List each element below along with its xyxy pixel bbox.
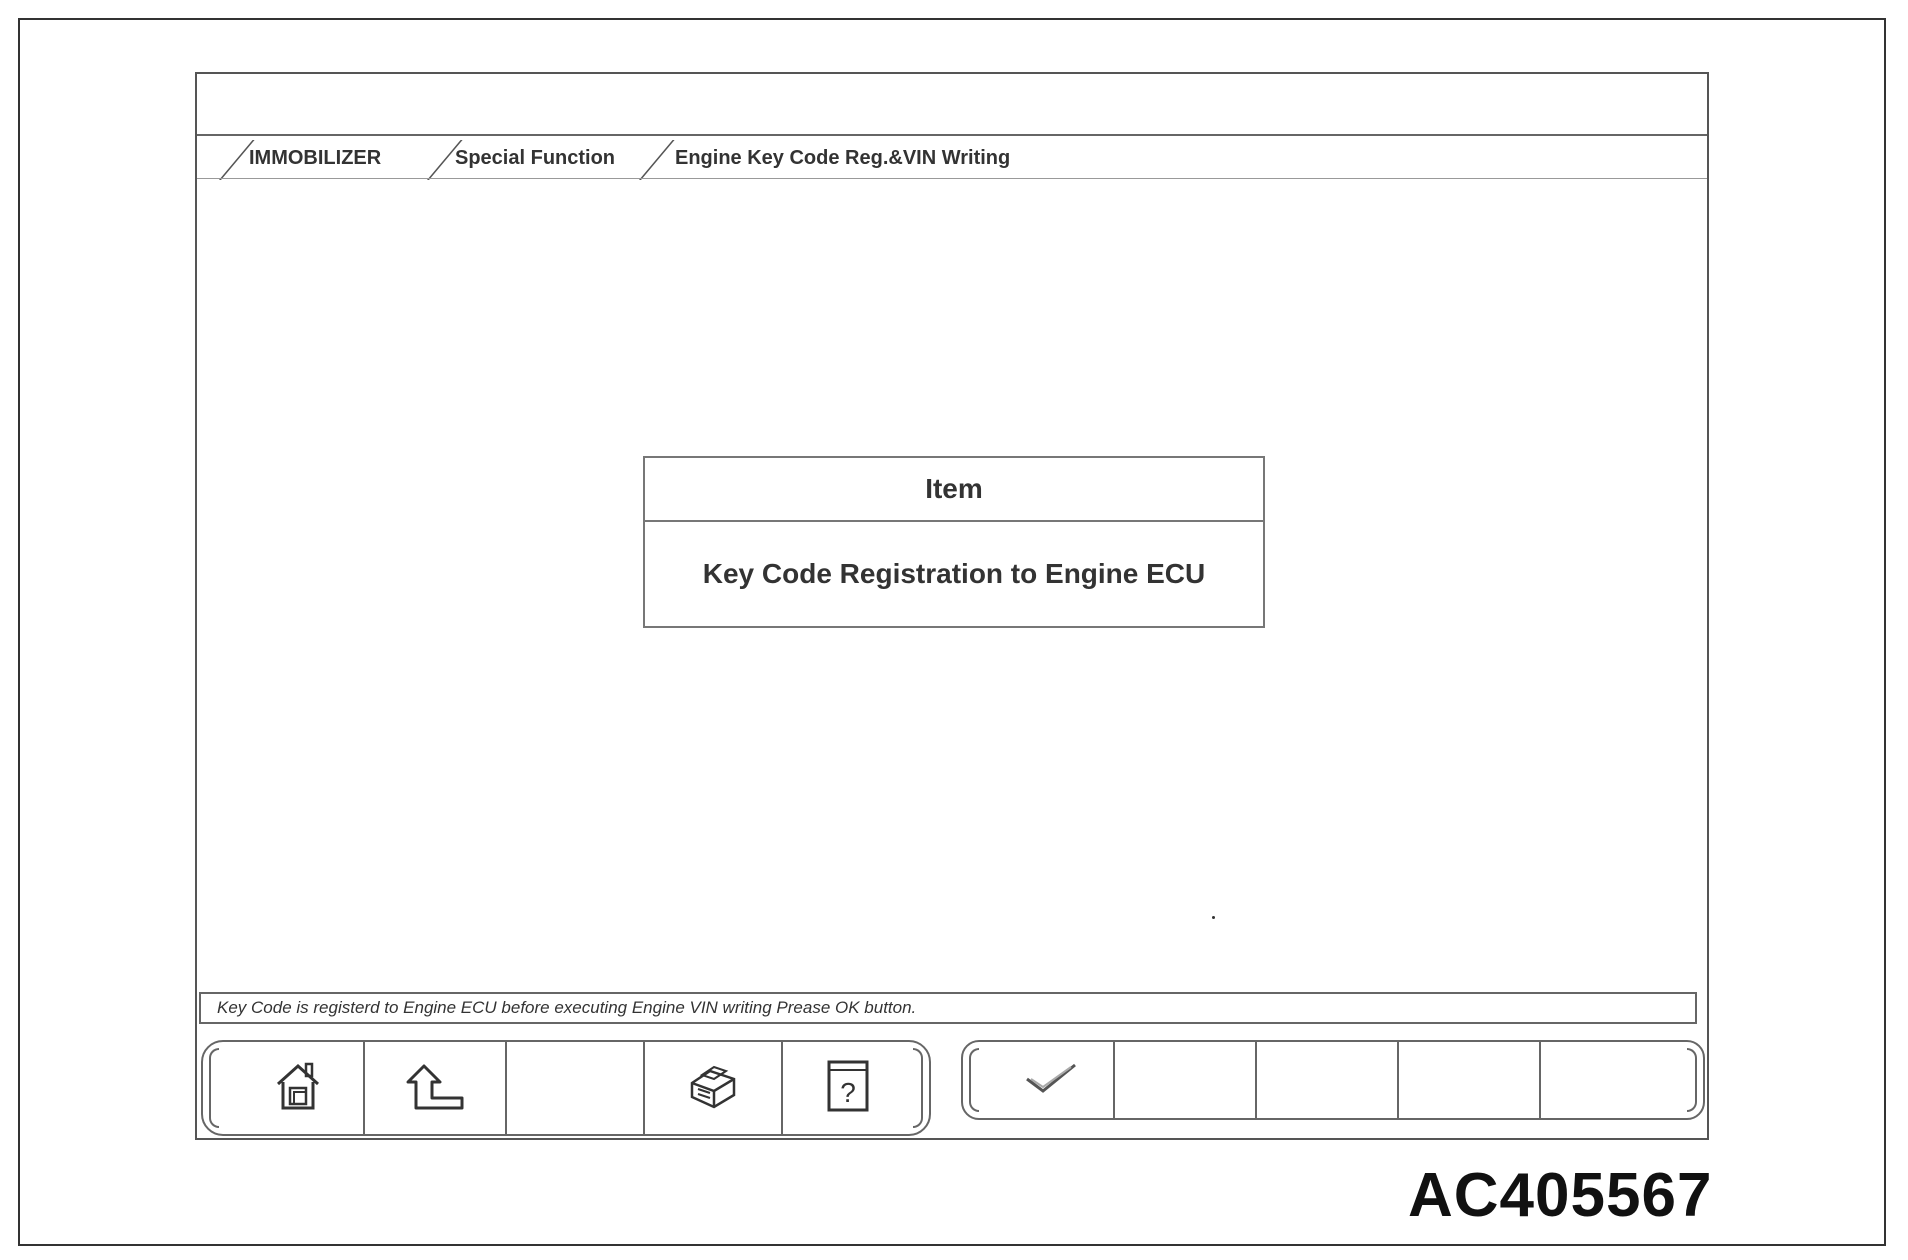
back-icon — [402, 1060, 468, 1117]
help-button[interactable] — [783, 1042, 913, 1134]
ok-button[interactable] — [989, 1042, 1113, 1118]
scan-tool-screen — [195, 72, 1709, 1140]
toolbar-empty-button[interactable] — [1541, 1042, 1677, 1118]
back-button[interactable] — [365, 1042, 505, 1134]
figure-id-label: AC405567 — [1408, 1161, 1713, 1230]
breadcrumb-divider — [197, 178, 1707, 179]
breadcrumb-item-special-function[interactable]: Special Function — [455, 146, 616, 169]
item-table-header: Item — [645, 458, 1263, 522]
breadcrumb — [197, 138, 1707, 178]
item-table — [643, 456, 1265, 628]
breadcrumb-separator — [639, 140, 675, 180]
checkmark-icon — [1023, 1061, 1079, 1100]
item-row-key-code-registration[interactable]: Key Code Registration to Engine ECU — [702, 558, 1206, 589]
toolbar-empty-button[interactable] — [507, 1042, 643, 1134]
svg-text:?: ? — [840, 1076, 856, 1108]
toolbar-right — [961, 1040, 1705, 1120]
toolbar-right-bracket — [1687, 1048, 1697, 1112]
toolbar-empty-button[interactable] — [1399, 1042, 1539, 1118]
printer-icon — [684, 1061, 742, 1116]
status-message: Key Code is registerd to Engine ECU before executing Engine VIN writing Prease OK button. — [199, 992, 1697, 1024]
toolbar-empty-button[interactable] — [1257, 1042, 1397, 1118]
title-bar — [197, 74, 1707, 136]
home-button[interactable] — [233, 1042, 363, 1134]
toolbar-left-bracket — [209, 1048, 219, 1128]
toolbar-right-bracket — [969, 1048, 979, 1112]
toolbar-left — [201, 1040, 931, 1136]
stray-dot — [1212, 916, 1215, 919]
toolbar-left-bracket — [913, 1048, 923, 1128]
breadcrumb-item-immobilizer[interactable]: IMMOBILIZER — [249, 146, 382, 169]
home-icon — [273, 1060, 323, 1117]
toolbar-empty-button[interactable] — [1115, 1042, 1255, 1118]
breadcrumb-item-current: Engine Key Code Reg.&VIN Writing — [675, 146, 1011, 169]
print-button[interactable] — [645, 1042, 781, 1134]
help-icon — [825, 1058, 871, 1119]
